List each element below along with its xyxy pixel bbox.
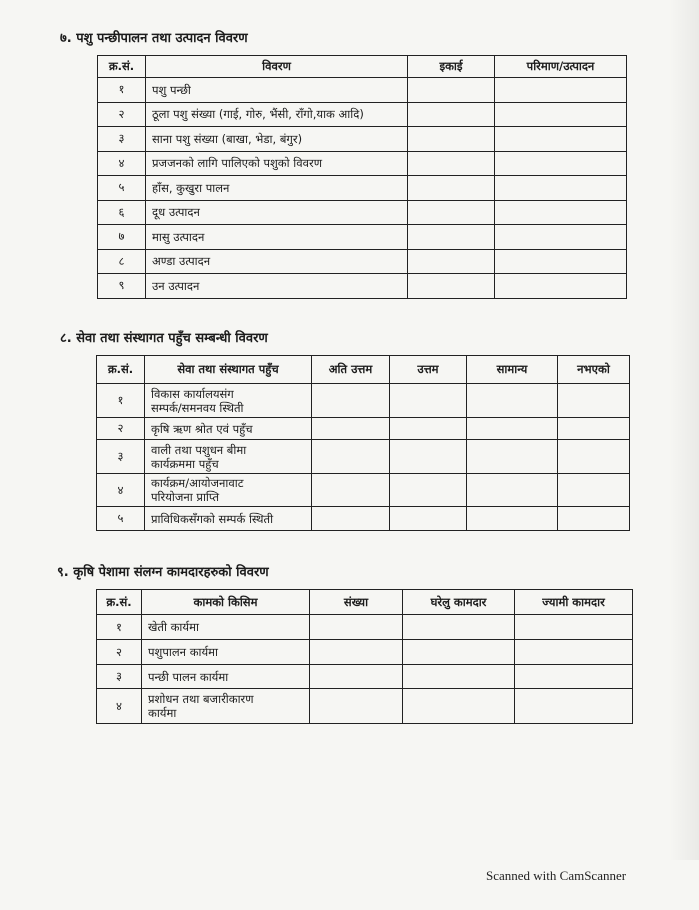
- row-label-line: वाली तथा पशुधन बीमा: [151, 442, 247, 457]
- col-header-serial: क्र.सं.: [97, 590, 142, 615]
- scan-shadow: [669, 0, 699, 860]
- row-label: ठूला पशु संख्या (गाई, गोरु, भैंसी, राँगो,याक आदि): [146, 102, 408, 127]
- count-cell[interactable]: [310, 640, 403, 665]
- unit-cell[interactable]: [408, 274, 495, 299]
- none-cell[interactable]: [558, 440, 630, 474]
- quantity-cell[interactable]: [495, 200, 627, 225]
- row-number: ४: [98, 151, 146, 176]
- quantity-cell[interactable]: [495, 225, 627, 250]
- average-cell[interactable]: [467, 384, 558, 418]
- wage-worker-cell[interactable]: [515, 615, 633, 640]
- excellent-cell[interactable]: [312, 384, 390, 418]
- none-cell[interactable]: [558, 474, 630, 507]
- unit-cell[interactable]: [408, 102, 495, 127]
- row-number: ९: [98, 274, 146, 299]
- row-number: ६: [98, 200, 146, 225]
- quantity-cell[interactable]: [495, 249, 627, 274]
- col-header-average: सामान्य: [467, 356, 558, 384]
- domestic-worker-cell[interactable]: [403, 665, 515, 689]
- row-label: मासु उत्पादन: [146, 225, 408, 250]
- row-label-line: परियोजना प्राप्ति: [151, 490, 220, 504]
- count-cell[interactable]: [310, 689, 403, 724]
- table-row: [97, 615, 633, 640]
- table-row: [97, 474, 630, 507]
- row-number: ५: [98, 176, 146, 201]
- good-cell[interactable]: [390, 507, 467, 531]
- camscanner-footer: Scanned with CamScanner: [486, 868, 627, 883]
- unit-cell[interactable]: [408, 127, 495, 152]
- good-cell[interactable]: [390, 474, 467, 507]
- row-label: दूध उत्पादन: [146, 200, 408, 225]
- row-number: ३: [97, 440, 145, 474]
- row-label: [145, 474, 312, 507]
- livestock-table: [97, 55, 627, 299]
- quantity-cell[interactable]: [495, 176, 627, 201]
- service-access-table: [96, 355, 630, 531]
- unit-cell[interactable]: [408, 249, 495, 274]
- col-header-count: संख्या: [310, 590, 403, 615]
- table-row: [97, 507, 630, 531]
- row-label: [142, 640, 310, 665]
- col-header-excellent: अति उत्तम: [312, 356, 390, 384]
- row-number: ३: [97, 665, 142, 689]
- row-label: [145, 384, 312, 418]
- quantity-cell[interactable]: [495, 151, 627, 176]
- table-row: [97, 689, 633, 724]
- unit-cell[interactable]: [408, 151, 495, 176]
- col-header-domestic-worker: घरेलु कामदार: [403, 590, 515, 615]
- good-cell[interactable]: [390, 384, 467, 418]
- row-label: उन उत्पादन: [146, 274, 408, 299]
- good-cell[interactable]: [390, 440, 467, 474]
- row-label-line: पशुपालन कार्यमा: [148, 645, 219, 659]
- row-label-line: सम्पर्क/समनवय स्थिती: [151, 400, 244, 415]
- row-label: पशु पन्छी: [146, 78, 408, 103]
- col-header-serial: क्र.सं.: [98, 56, 146, 78]
- row-number: ८: [98, 249, 146, 274]
- table-header-row: [98, 56, 627, 78]
- row-number: १: [97, 384, 145, 418]
- row-label: [145, 440, 312, 474]
- col-header-work-type: कामको किसिम: [142, 590, 310, 615]
- row-label-line: प्राविधिकसँगको सम्पर्क स्थिती: [151, 511, 274, 526]
- row-label-line: पन्छी पालन कार्यमा: [148, 669, 229, 684]
- row-label-line: विकास कार्यालयसंग: [151, 386, 234, 401]
- table-header-row: [97, 356, 630, 384]
- row-number: ३: [98, 127, 146, 152]
- row-label: साना पशु संख्या (बाखा, भेडा, बंगुर): [146, 127, 408, 152]
- excellent-cell[interactable]: [312, 440, 390, 474]
- average-cell[interactable]: [467, 474, 558, 507]
- col-header-serial: क्र.सं.: [97, 356, 145, 384]
- none-cell[interactable]: [558, 507, 630, 531]
- row-label: हाँस, कुखुरा पालन: [146, 176, 408, 201]
- table-row: [98, 102, 627, 127]
- row-label: अण्डा उत्पादन: [146, 249, 408, 274]
- row-number: ४: [97, 474, 145, 507]
- table-row: [97, 418, 630, 440]
- row-number: १: [98, 78, 146, 103]
- section-7-title: ७. पशु पन्छीपालन तथा उत्पादन विवरण: [60, 31, 248, 46]
- row-label: [142, 689, 310, 724]
- table-row: [98, 78, 627, 103]
- row-number: २: [97, 640, 142, 665]
- quantity-cell[interactable]: [495, 78, 627, 103]
- row-number: ४: [97, 689, 142, 724]
- col-header-unit: इकाई: [408, 56, 495, 78]
- none-cell[interactable]: [558, 384, 630, 418]
- wage-worker-cell[interactable]: [515, 689, 633, 724]
- col-header-description: विवरण: [146, 56, 408, 78]
- row-number: २: [98, 102, 146, 127]
- row-label-line: कार्यक्रम/आयोजनावाट: [151, 476, 244, 490]
- col-header-good: उत्तम: [390, 356, 467, 384]
- domestic-worker-cell[interactable]: [403, 689, 515, 724]
- row-label-line: कार्यक्रममा पहुँच: [151, 456, 219, 471]
- unit-cell[interactable]: [408, 200, 495, 225]
- wage-worker-cell[interactable]: [515, 665, 633, 689]
- excellent-cell[interactable]: [312, 474, 390, 507]
- average-cell[interactable]: [467, 507, 558, 531]
- section-9-title: ९. कृषि पेशामा संलग्न कामदारहरुको विवरण: [57, 565, 269, 580]
- row-number: ५: [97, 507, 145, 531]
- table-row: [97, 665, 633, 689]
- table-row: [98, 151, 627, 176]
- row-label-line: खेती कार्यमा: [148, 620, 199, 634]
- quantity-cell[interactable]: [495, 274, 627, 299]
- row-label: प्रजजनको लागि पालिएको पशुको विवरण: [146, 151, 408, 176]
- average-cell[interactable]: [467, 440, 558, 474]
- domestic-worker-cell[interactable]: [403, 640, 515, 665]
- count-cell[interactable]: [310, 615, 403, 640]
- table-row: [98, 274, 627, 299]
- section-8-title: ८. सेवा तथा संस्थागत पहुँच सम्बन्धी विवरण: [60, 331, 268, 346]
- table-row: [98, 249, 627, 274]
- row-label-line: कार्यमा: [148, 706, 177, 720]
- unit-cell[interactable]: [408, 225, 495, 250]
- good-cell[interactable]: [390, 418, 467, 440]
- wage-worker-cell[interactable]: [515, 640, 633, 665]
- table-row: [97, 384, 630, 418]
- average-cell[interactable]: [467, 418, 558, 440]
- col-header-none: नभएको: [558, 356, 630, 384]
- table-row: [98, 176, 627, 201]
- unit-cell[interactable]: [408, 176, 495, 201]
- excellent-cell[interactable]: [312, 507, 390, 531]
- quantity-cell[interactable]: [495, 127, 627, 152]
- row-label: [142, 615, 310, 640]
- workers-table: [96, 589, 633, 724]
- col-header-wage-worker: ज्यामी कामदार: [515, 590, 633, 615]
- table-row: [98, 127, 627, 152]
- row-label: [142, 665, 310, 689]
- row-number: ७: [98, 225, 146, 250]
- row-label: [145, 418, 312, 440]
- col-header-quantity: परिमाण/उत्पादन: [495, 56, 627, 78]
- row-number: २: [97, 418, 145, 440]
- table-row: [97, 440, 630, 474]
- table-row: [97, 640, 633, 665]
- count-cell[interactable]: [310, 665, 403, 689]
- quantity-cell[interactable]: [495, 102, 627, 127]
- table-row: [98, 200, 627, 225]
- col-header-service: सेवा तथा संस्थागत पहुँच: [145, 356, 312, 384]
- table-header-row: [97, 590, 633, 615]
- unit-cell[interactable]: [408, 78, 495, 103]
- none-cell[interactable]: [558, 418, 630, 440]
- row-label: [145, 507, 312, 531]
- row-number: १: [97, 615, 142, 640]
- row-label-line: कृषि ऋण श्रोत एवं पहुँच: [151, 421, 253, 436]
- domestic-worker-cell[interactable]: [403, 615, 515, 640]
- table-row: [98, 225, 627, 250]
- excellent-cell[interactable]: [312, 418, 390, 440]
- row-label-line: प्रशोधन तथा बजारीकारण: [148, 692, 254, 706]
